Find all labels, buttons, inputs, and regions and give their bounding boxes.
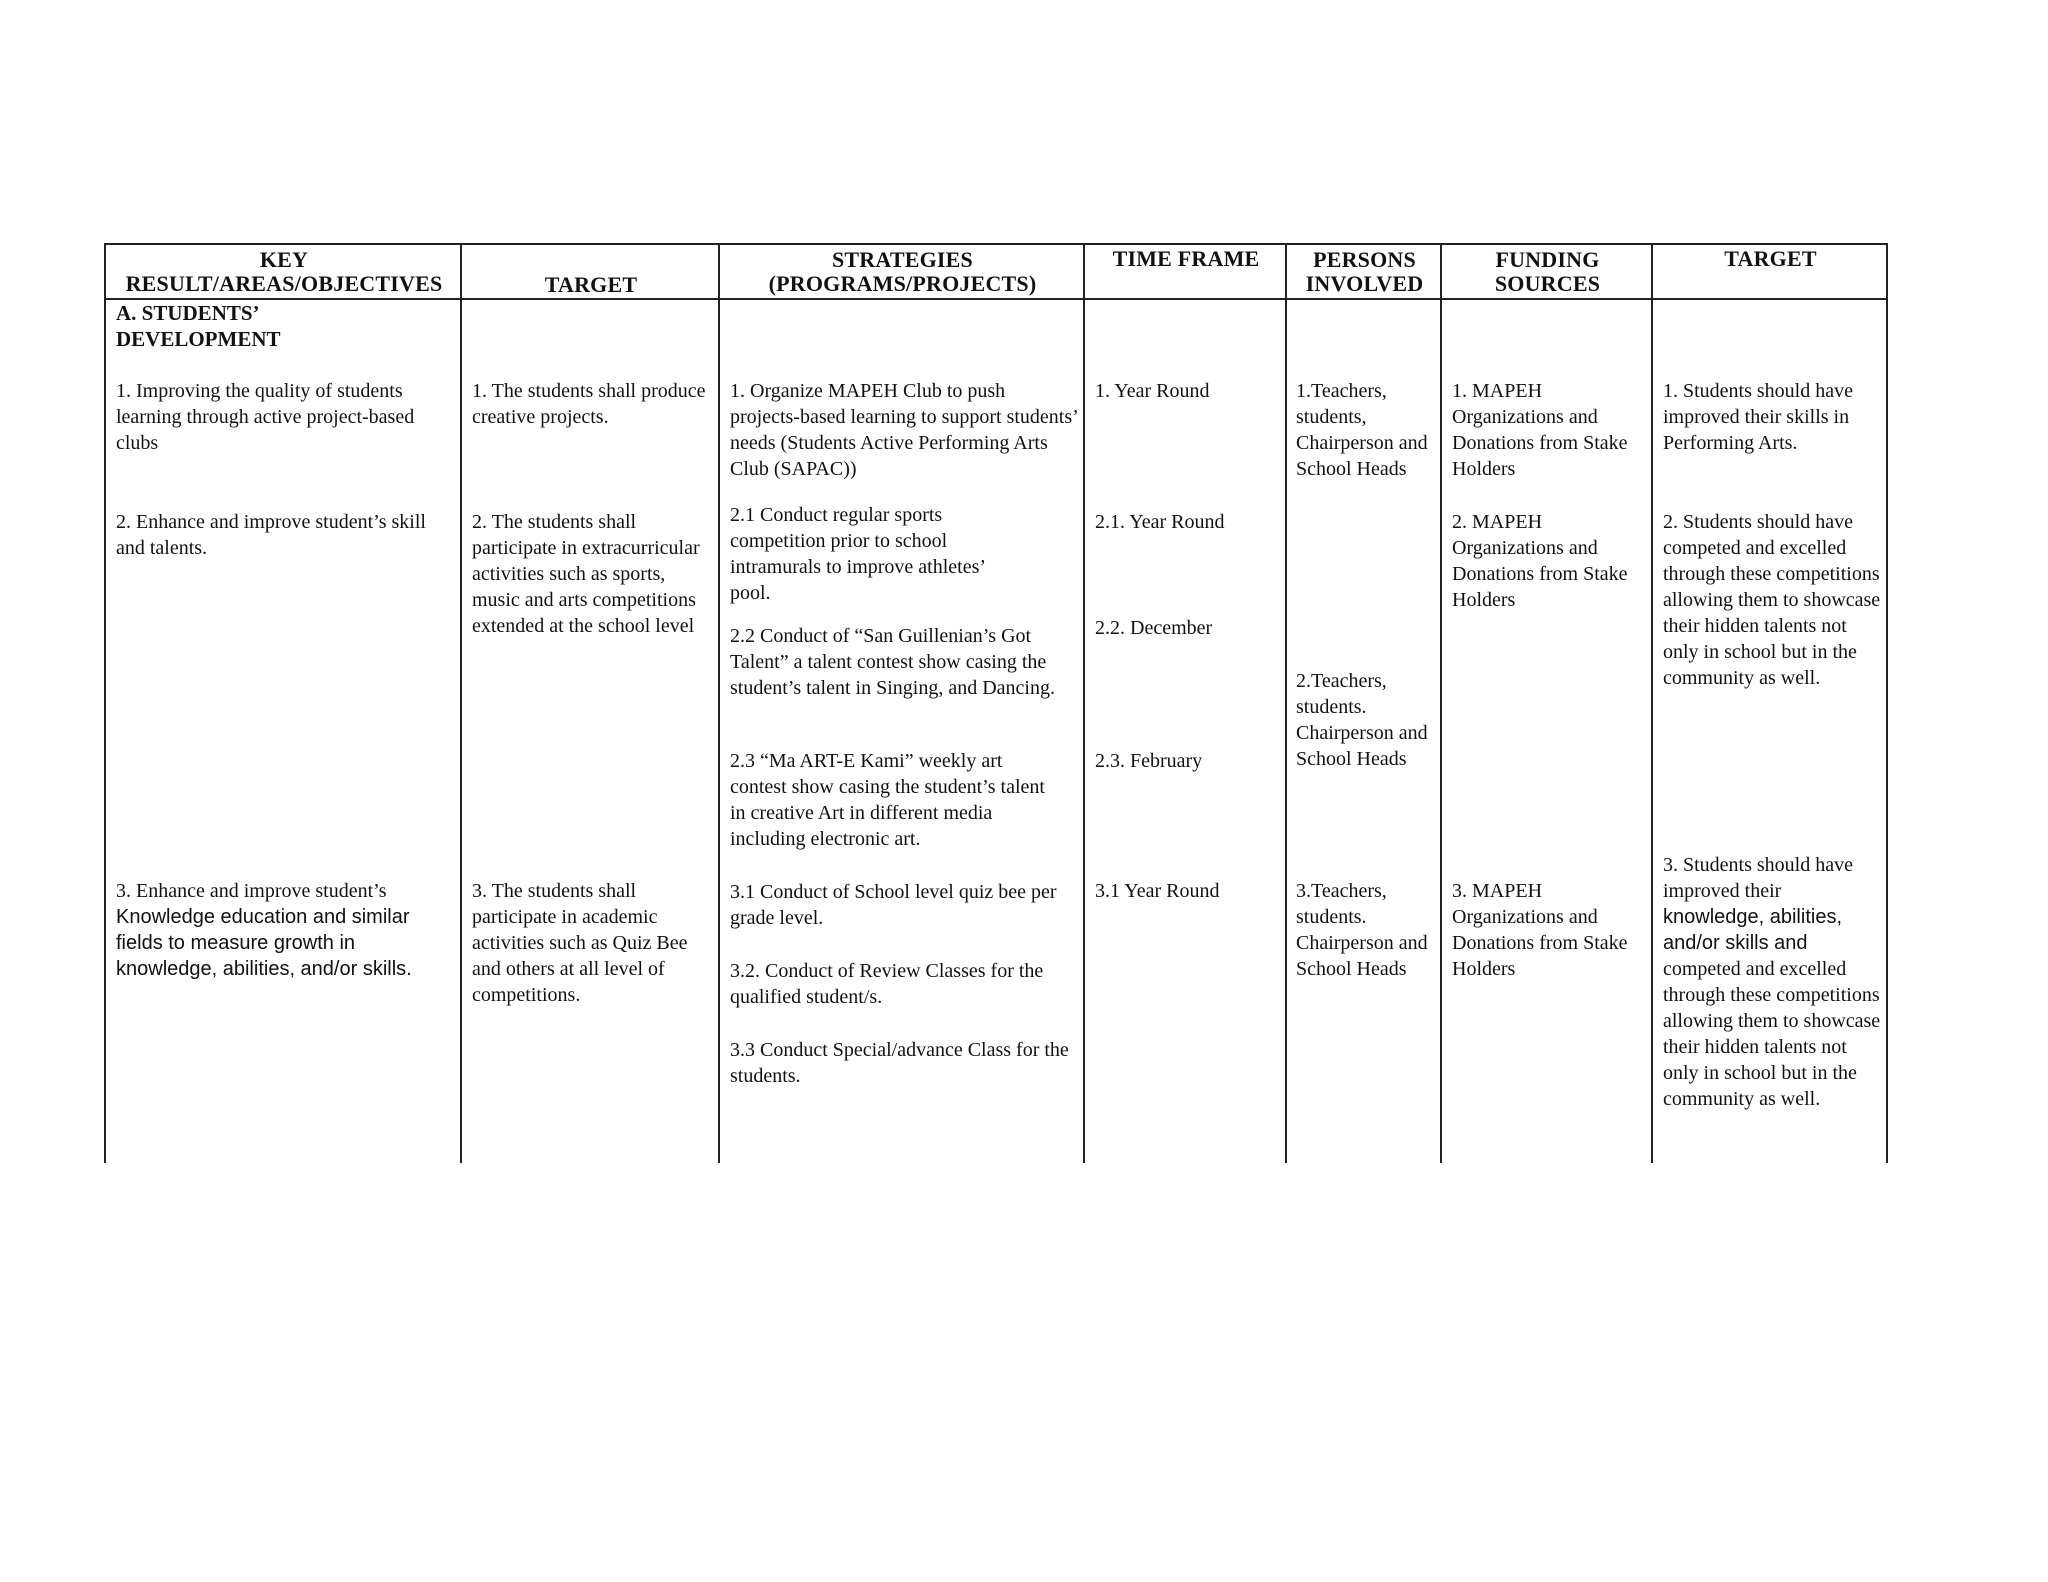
result-3 [1663,852,1885,1112]
action-plan-table [104,243,1888,1163]
header-text: PERSONS [1313,246,1416,272]
strategy-2-3: 2.3 “Ma ART-E Kami” weekly art contest show casing the student’s talent in creative Art in different media including electronic art. [730,750,1045,850]
time-frame-1: 1. Year Round [1095,380,1210,402]
section-heading-line: A. STUDENTS’ [116,301,260,325]
persons-2: 2.Teachers, students. Chairperson and School Heads [1296,670,1428,770]
section-heading [116,300,446,352]
header-text: FUNDING [1495,246,1600,272]
strategy-2-2: 2.2 Conduct of “San Guillenian’s Got Talent” a talent contest show casing the student’s talent in Singing, and Dancing. [730,625,1055,699]
objective-3-continued: Knowledge education and similar fields to measure growth in knowledge, abilities, and/or skills. [116,906,412,980]
header-time-frame [1085,245,1287,300]
header-text: STRATEGIES [832,246,973,272]
target-3: 3. The students shall participate in academic activities such as Quiz Bee and others at all level of competitions. [472,880,688,1006]
header-text: TARGET [1724,246,1817,271]
result-2: 2. Students should have competed and excelled through these competitions allowing them to showcase their hidden talents not only in school but in the community as well. [1663,511,1881,689]
strategy-3-3: 3.3 Conduct Special/advance Class for the students. [730,1039,1069,1087]
time-frame-3-1: 3.1 Year Round [1095,880,1220,902]
result-3-sans: knowledge, abilities, and/or skills and [1663,906,1842,954]
objective-1: 1. Improving the quality of students learning through active project-based clubs [116,380,415,454]
time-frame-2-1: 2.1. Year Round [1095,511,1225,533]
strategy-3-2: 3.2. Conduct of Review Classes for the qualified student/s. [730,960,1044,1008]
target-1: 1. The students shall produce creative projects. [472,380,706,428]
header-text: TIME FRAME [1112,246,1260,271]
funding-3: 3. MAPEH Organizations and Donations from Stake Holders [1452,880,1628,980]
header-strategies [720,245,1085,298]
objective-3 [116,878,456,982]
header-target-result [1653,245,1888,300]
funding-2: 2. MAPEH Organizations and Donations from Stake Holders [1452,511,1628,611]
header-persons-involved [1287,245,1442,298]
header-text: RESULT/AREAS/OBJECTIVES [125,270,443,296]
strategy-2-1: 2.1 Conduct regular sports competition prior to school intramurals to improve athletes’ pool. [730,504,985,604]
result-3-rest: competed and excelled through these competitions allowing them to showcase their hidden talents not only in school but in the community as well. [1663,958,1881,1110]
header-text: TARGET [544,271,638,297]
header-text: (PROGRAMS/PROJECTS) [768,270,1037,296]
funding-1: 1. MAPEH Organizations and Donations from Stake Holders [1452,380,1628,480]
header-text: SOURCES [1494,270,1601,296]
target-2: 2. The students shall participate in extracurricular activities such as sports, music and arts competitions extended at the school level [472,511,700,637]
header-text: KEY [259,246,309,272]
header-funding-sources [1442,245,1653,298]
header-key-result-areas [106,245,462,298]
strategy-3-1: 3.1 Conduct of School level quiz bee per grade level. [730,881,1057,929]
persons-1: 1.Teachers, students, Chairperson and School Heads [1296,380,1428,480]
section-heading-line: DEVELOPMENT [116,327,281,351]
header-target [462,245,720,298]
objective-3-line: 3. Enhance and improve student’s [116,880,387,902]
result-3-line: 3. Students should have improved their [1663,854,1853,902]
header-text: INVOLVED [1305,270,1424,296]
time-frame-2-3: 2.3. February [1095,750,1203,772]
persons-3: 3.Teachers, students. Chairperson and School Heads [1296,880,1428,980]
objective-2: 2. Enhance and improve student’s skill and talents. [116,511,426,559]
result-1: 1. Students should have improved their skills in Performing Arts. [1663,380,1853,454]
time-frame-2-2: 2.2. December [1095,617,1213,639]
strategy-1: 1. Organize MAPEH Club to push projects-based learning to support students’ needs (Students Active Performing Arts Club (SAPAC)) [730,380,1078,480]
